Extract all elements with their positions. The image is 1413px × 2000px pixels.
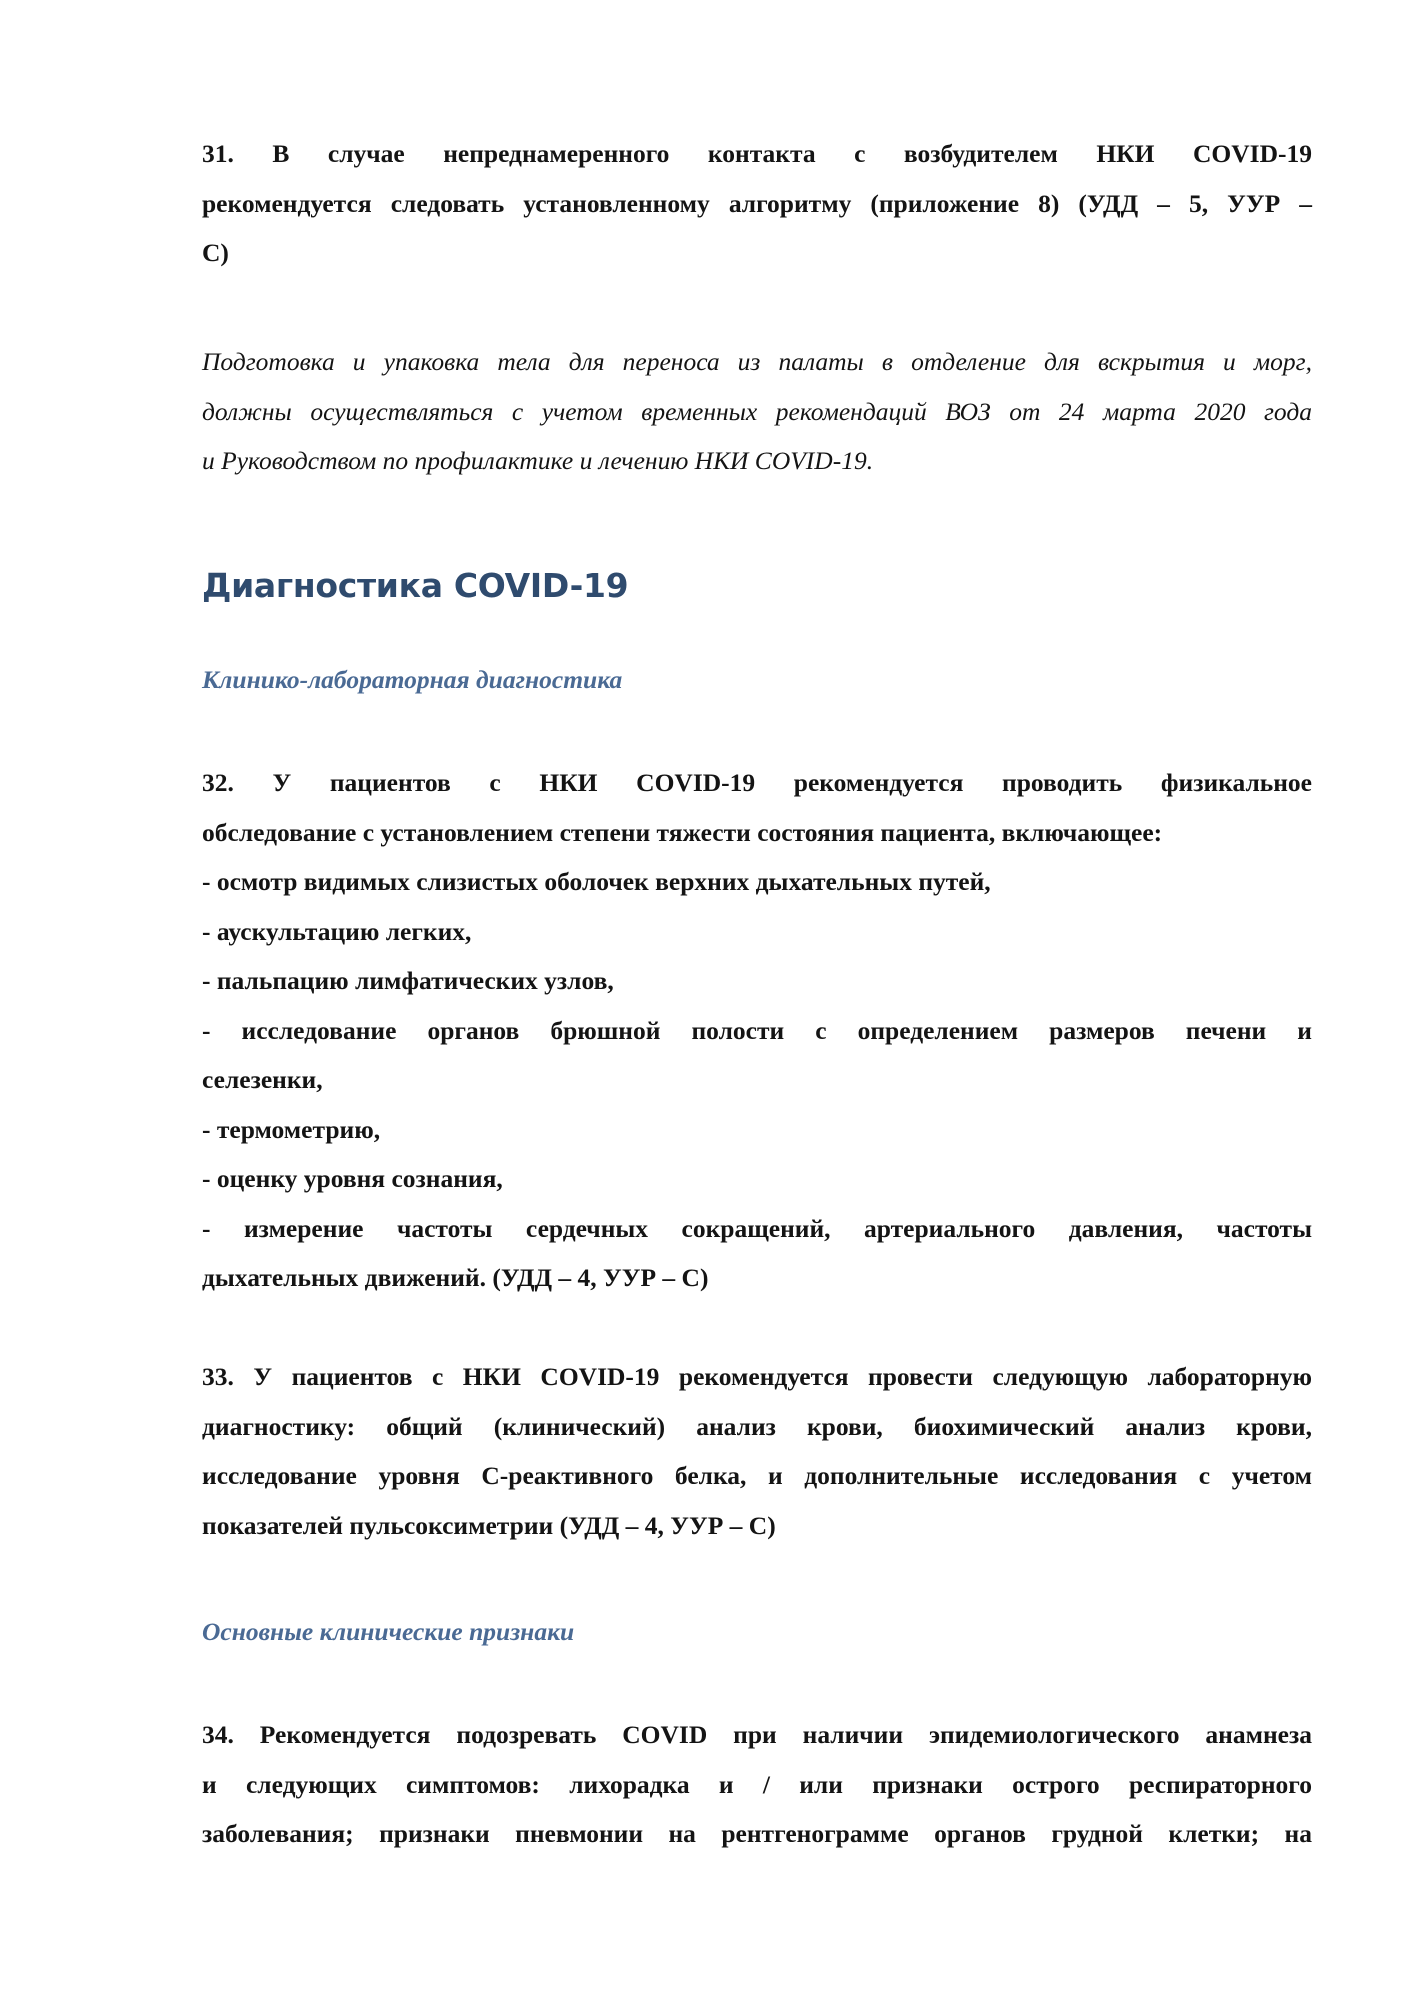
text-line: 31. В случае непреднамеренного контакта с возбудителем НКИ COVID-19 xyxy=(202,139,1312,168)
subsection-title-clinical-signs: Основные клинические признаки xyxy=(202,1617,575,1646)
section-title: Диагностика COVID-19 xyxy=(202,566,629,605)
text-line: рекомендуется следовать установленному алгоритму (приложение 8) (УДД – 5, УУР – xyxy=(202,188,1312,218)
text-line: С) xyxy=(202,238,229,267)
text-line: исследование уровня С-реактивного белка, и дополнительные исследования с учетом xyxy=(202,1461,1312,1490)
text-line: 33. У пациентов с НКИ COVID-19 рекомендуется провести следующую лабораторную xyxy=(202,1362,1312,1391)
list-item: - пальпацию лимфатических узлов, xyxy=(202,966,614,995)
text-line: 32. У пациентов с НКИ COVID-19 рекомендуется проводить физикальное xyxy=(202,768,1312,797)
list-item: - осмотр видимых слизистых оболочек верхних дыхательных путей, xyxy=(202,867,991,896)
text-line: показателей пульсоксиметрии (УДД – 4, УУР – С) xyxy=(202,1510,776,1540)
list-item: - измерение частоты сердечных сокращений, артериального давления, частоты xyxy=(202,1213,1312,1243)
text-line: заболевания; признаки пневмонии на рентгенограмме органов грудной клетки; на xyxy=(202,1819,1312,1848)
list-item: - термометрию, xyxy=(202,1114,381,1144)
list-item: - аускультацию легких, xyxy=(202,916,472,946)
paragraph-item-34 xyxy=(202,1710,1312,1859)
text-line: должны осуществляться с учетом временных рекомендаций ВОЗ от 24 марта 2020 года xyxy=(202,396,1312,426)
paragraph-item-32 xyxy=(202,758,1312,1303)
list-item: - оценку уровня сознания, xyxy=(202,1164,503,1193)
text-line: обследование с установлением степени тяжести состояния пациента, включающее: xyxy=(202,817,1163,847)
text-line: дыхательных движений. (УДД – 4, УУР – С) xyxy=(202,1263,709,1292)
text-line: диагностику: общий (клинический) анализ крови, биохимический анализ крови, xyxy=(202,1411,1312,1441)
subsection-title-clinical-lab: Клинико-лабораторная диагностика xyxy=(202,665,623,694)
text-line: 34. Рекомендуется подозревать COVID при наличии эпидемиологического анамнеза xyxy=(202,1720,1312,1749)
text-line: селезенки, xyxy=(202,1065,323,1094)
text-line: Подготовка и упаковка тела для переноса из палаты в отделение для вскрытия и морг, xyxy=(202,347,1312,376)
paragraph-note xyxy=(202,337,1312,486)
text-line: и следующих симптомов: лихорадка и / или признаки острого респираторного xyxy=(202,1769,1312,1799)
paragraph-item-31 xyxy=(202,129,1312,278)
text-line: и Руководством по профилактике и лечению НКИ COVID-19. xyxy=(202,446,874,475)
paragraph-item-33 xyxy=(202,1352,1312,1550)
list-item: - исследование органов брюшной полости с определением размеров печени и xyxy=(202,1015,1312,1045)
